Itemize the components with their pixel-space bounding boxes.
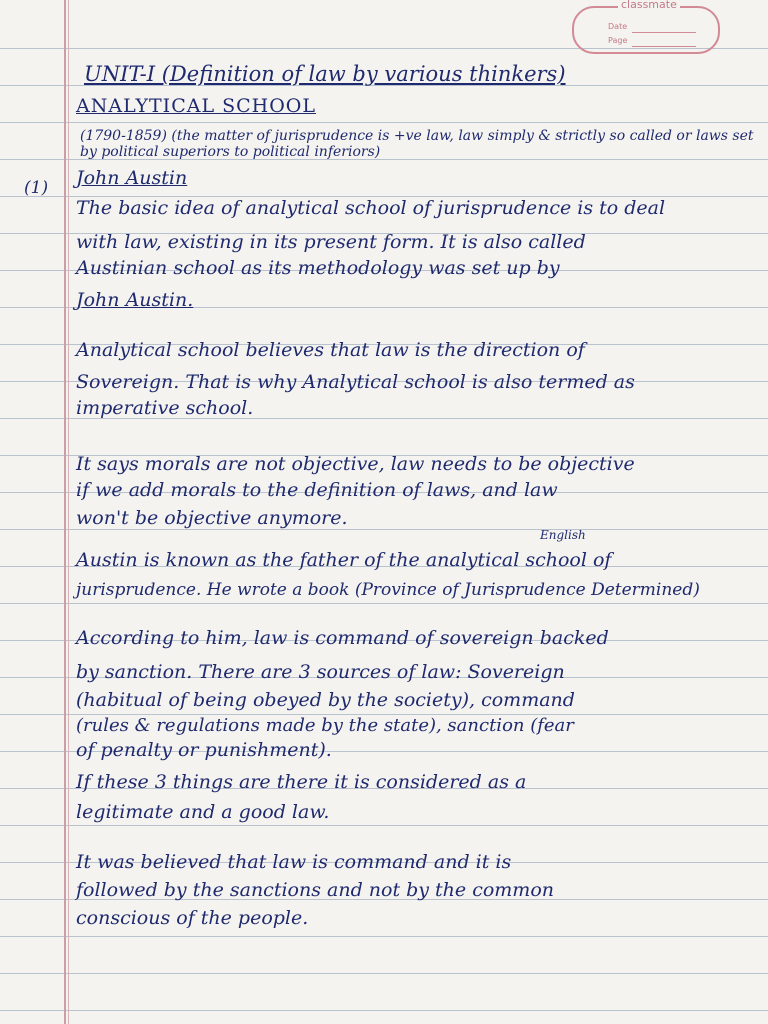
p1-line-2: with law, existing in its present form. It is also called [76, 231, 586, 253]
p2-line-1: Analytical school believes that law is the direction of [76, 339, 585, 361]
p4-superscript: English [540, 528, 586, 542]
p3-line-2: if we add morals to the definition of laws, and law [76, 479, 558, 501]
stamp-date-line [632, 32, 696, 33]
stamp-brand: classmate [618, 0, 680, 11]
item-number: (1) [24, 178, 49, 198]
section-heading: ANALYTICAL SCHOOL [76, 95, 316, 117]
p5-line-2: by sanction. There are 3 sources of law: Sovereign [76, 661, 565, 683]
p6-line-1: It was believed that law is command and it is [76, 851, 512, 873]
p5-line-3: (habitual of being obeyed by the society), command [76, 689, 575, 711]
p5-line-5: of penalty or punishment). [76, 739, 332, 761]
p1-line-3: Austinian school as its methodology was set up by [76, 257, 560, 279]
classmate-date-stamp [572, 0, 720, 54]
p4-line-2: jurisprudence. He wrote a book (Province of Jurisprudence Determined) [76, 580, 700, 600]
p2-line-2: Sovereign. That is why Analytical school is also termed as [76, 371, 635, 393]
dates-line: (1790-1859) (the matter of jurisprudence is +ve law, law simply & strictly so called or laws set by political superiors to political inferiors) [80, 128, 754, 160]
p3-line-3: won't be objective anymore. [76, 507, 348, 529]
p6-line-3: conscious of the people. [76, 907, 309, 929]
p3-line-1: It says morals are not objective, law needs to be objective [76, 453, 635, 475]
stamp-page-label: Page [608, 36, 628, 45]
stamp-date-label: Date [608, 22, 628, 31]
stamp-page-line [632, 46, 696, 47]
p2-line-3: imperative school. [76, 397, 254, 419]
p5-line-7: legitimate and a good law. [76, 801, 330, 823]
p1-line-4: John Austin. [76, 289, 194, 311]
margin-line [64, 0, 66, 1024]
p4-line-1: Austin is known as the father of the analytical school of [76, 549, 612, 571]
p5-line-1: According to him, law is command of sovereign backed [76, 627, 609, 649]
p5-line-4: (rules & regulations made by the state), sanction (fear [76, 715, 574, 736]
p6-line-2: followed by the sanctions and not by the common [76, 879, 554, 901]
margin-line-inner [68, 0, 69, 1024]
unit-title: UNIT-I (Definition of law by various thinkers) [84, 62, 566, 86]
author-name: John Austin [76, 167, 188, 189]
p5-line-6: If these 3 things are there it is considered as a [76, 771, 527, 793]
p1-line-1: The basic idea of analytical school of jurisprudence is to deal [76, 197, 666, 219]
